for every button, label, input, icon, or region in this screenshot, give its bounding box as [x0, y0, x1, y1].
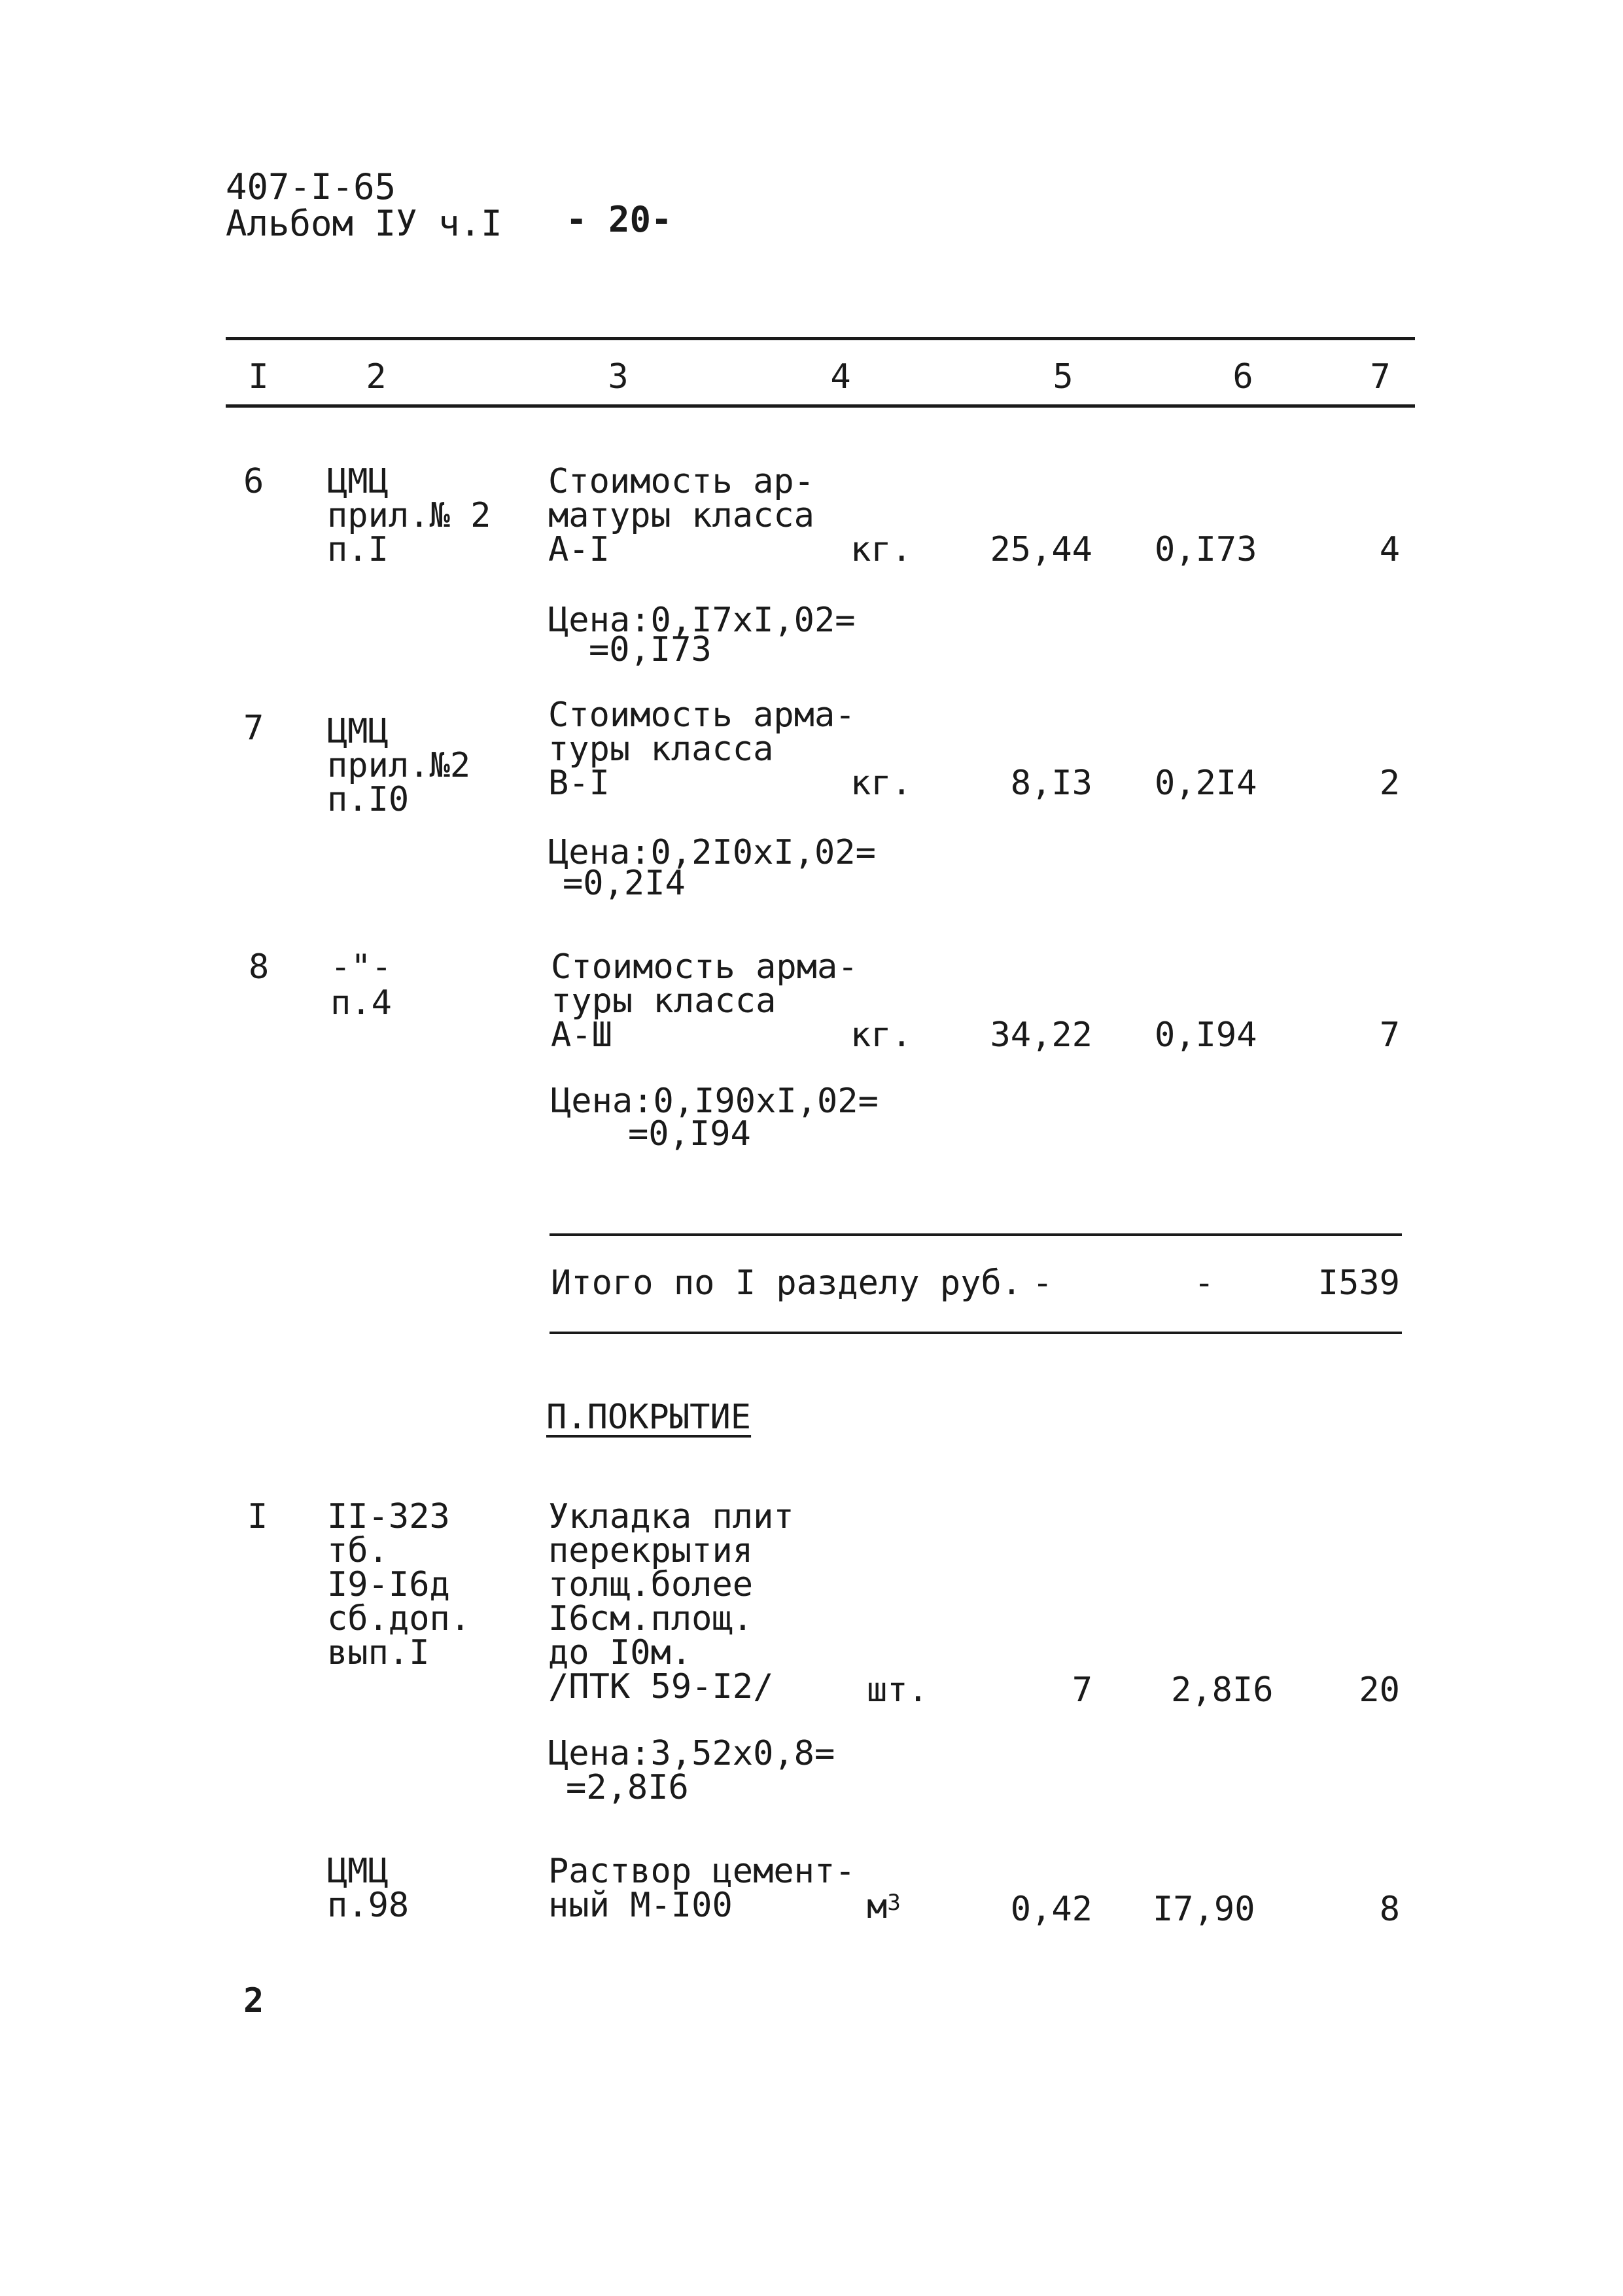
price-calculation: =2,8I6	[566, 1768, 689, 1807]
table-top-rule	[226, 337, 1415, 340]
unit-superscript: 3	[887, 1890, 901, 1916]
description-line: Стоимость арма-	[551, 947, 858, 987]
subtotal-value: I539	[1318, 1263, 1400, 1303]
reference-line: I9-I6д	[327, 1565, 450, 1604]
description-line: туры класса	[548, 730, 774, 769]
description-line: Укладка плит	[548, 1497, 794, 1536]
section-title: П.ПОКРЫТИЕ	[546, 1398, 752, 1437]
row-number: I	[247, 1497, 268, 1536]
reference-line: п.I	[327, 530, 389, 569]
description-line: Стоимость ар-	[548, 462, 814, 501]
reference-line: п.98	[327, 1886, 410, 1925]
description-line: матуры класса	[548, 496, 814, 535]
subtotal-bottom-rule	[550, 1332, 1402, 1334]
reference-line: ЦМЦ	[327, 462, 389, 501]
description-line: А-Ш	[551, 1016, 612, 1055]
unit-base: м	[867, 1887, 888, 1926]
reference-line: п.4	[330, 983, 392, 1023]
unit-price: I7,90	[1153, 1890, 1255, 1929]
total: 2	[1379, 764, 1400, 803]
table-header-rule	[226, 404, 1415, 408]
total: 4	[1379, 530, 1400, 569]
unit-price: 0,I73	[1155, 530, 1257, 569]
column-header-1: I	[248, 357, 269, 397]
footer-mark: 2	[243, 1981, 264, 2021]
quantity: 0,42	[1010, 1890, 1092, 1929]
reference-line: прил.№2	[327, 746, 471, 785]
subtotal-label: Итого по I разделу руб.	[551, 1263, 1022, 1303]
reference-line: ЦМЦ	[327, 712, 389, 751]
row-number: 6	[243, 462, 264, 501]
reference-line: вып.I	[327, 1633, 430, 1672]
subtotal-dash: -	[1194, 1263, 1215, 1303]
total: 7	[1379, 1016, 1400, 1055]
description-line: туры класса	[551, 981, 777, 1021]
description-line: Раствор цемент-	[548, 1852, 856, 1891]
reference-line: прил.№ 2	[327, 496, 491, 535]
unit: шт.	[867, 1670, 928, 1710]
quantity: 8,I3	[1010, 764, 1092, 803]
subtotal-dash: -	[1032, 1263, 1053, 1303]
price-calculation: =0,I94	[628, 1114, 751, 1154]
column-header-7: 7	[1370, 357, 1391, 397]
description-line: до I0м.	[548, 1633, 692, 1672]
quantity: 7	[1072, 1670, 1092, 1710]
quantity: 34,22	[990, 1016, 1092, 1055]
unit: кг.	[850, 764, 912, 803]
column-header-3: 3	[608, 357, 629, 397]
price-calculation: =0,2I4	[563, 864, 686, 903]
description-line: I6см.площ.	[548, 1599, 754, 1638]
total: 20	[1359, 1670, 1400, 1710]
reference-line: п.I0	[327, 780, 410, 819]
price-calculation: Цена:3,52х0,8=	[548, 1734, 835, 1773]
column-header-5: 5	[1053, 357, 1073, 397]
column-header-6: 6	[1232, 357, 1253, 397]
unit-price: 0,2I4	[1155, 764, 1257, 803]
description-line: толщ.более	[548, 1565, 754, 1604]
document-code: 407-I-65	[226, 166, 396, 207]
price-calculation: Цена:0,2I0хI,02=	[548, 833, 876, 872]
reference-line: II-323	[327, 1497, 450, 1536]
album-label: Альбом IУ ч.I	[226, 203, 502, 244]
reference-line: сб.доп.	[327, 1599, 471, 1638]
row-number: 7	[243, 709, 264, 748]
description-line: /ПТК 59-I2/	[548, 1667, 774, 1706]
quantity: 25,44	[990, 530, 1092, 569]
unit-price: 2,8I6	[1171, 1670, 1274, 1710]
price-calculation: Цена:0,I7хI,02=	[548, 601, 856, 640]
description-line: В-I	[548, 764, 610, 803]
unit-price: 0,I94	[1155, 1016, 1257, 1055]
price-calculation: =0,I73	[589, 630, 712, 669]
column-header-4: 4	[830, 357, 851, 397]
reference-line: тб.	[327, 1531, 389, 1570]
reference-line: ЦМЦ	[327, 1852, 389, 1891]
page-number: - 20-	[566, 199, 672, 240]
unit	[867, 1888, 901, 1925]
total: 8	[1379, 1890, 1400, 1929]
unit: кг.	[850, 530, 912, 569]
description-line: перекрытия	[548, 1531, 754, 1570]
unit: кг.	[850, 1016, 912, 1055]
description-line: ный М-I00	[548, 1886, 733, 1925]
description-line: Стоимость арма-	[548, 696, 856, 735]
row-number: 8	[249, 947, 270, 987]
price-calculation: Цена:0,I90хI,02=	[551, 1082, 879, 1121]
column-header-2: 2	[366, 357, 387, 397]
description-line: А-I	[548, 530, 610, 569]
reference-line: -"-	[330, 947, 392, 987]
subtotal-top-rule	[550, 1233, 1402, 1236]
